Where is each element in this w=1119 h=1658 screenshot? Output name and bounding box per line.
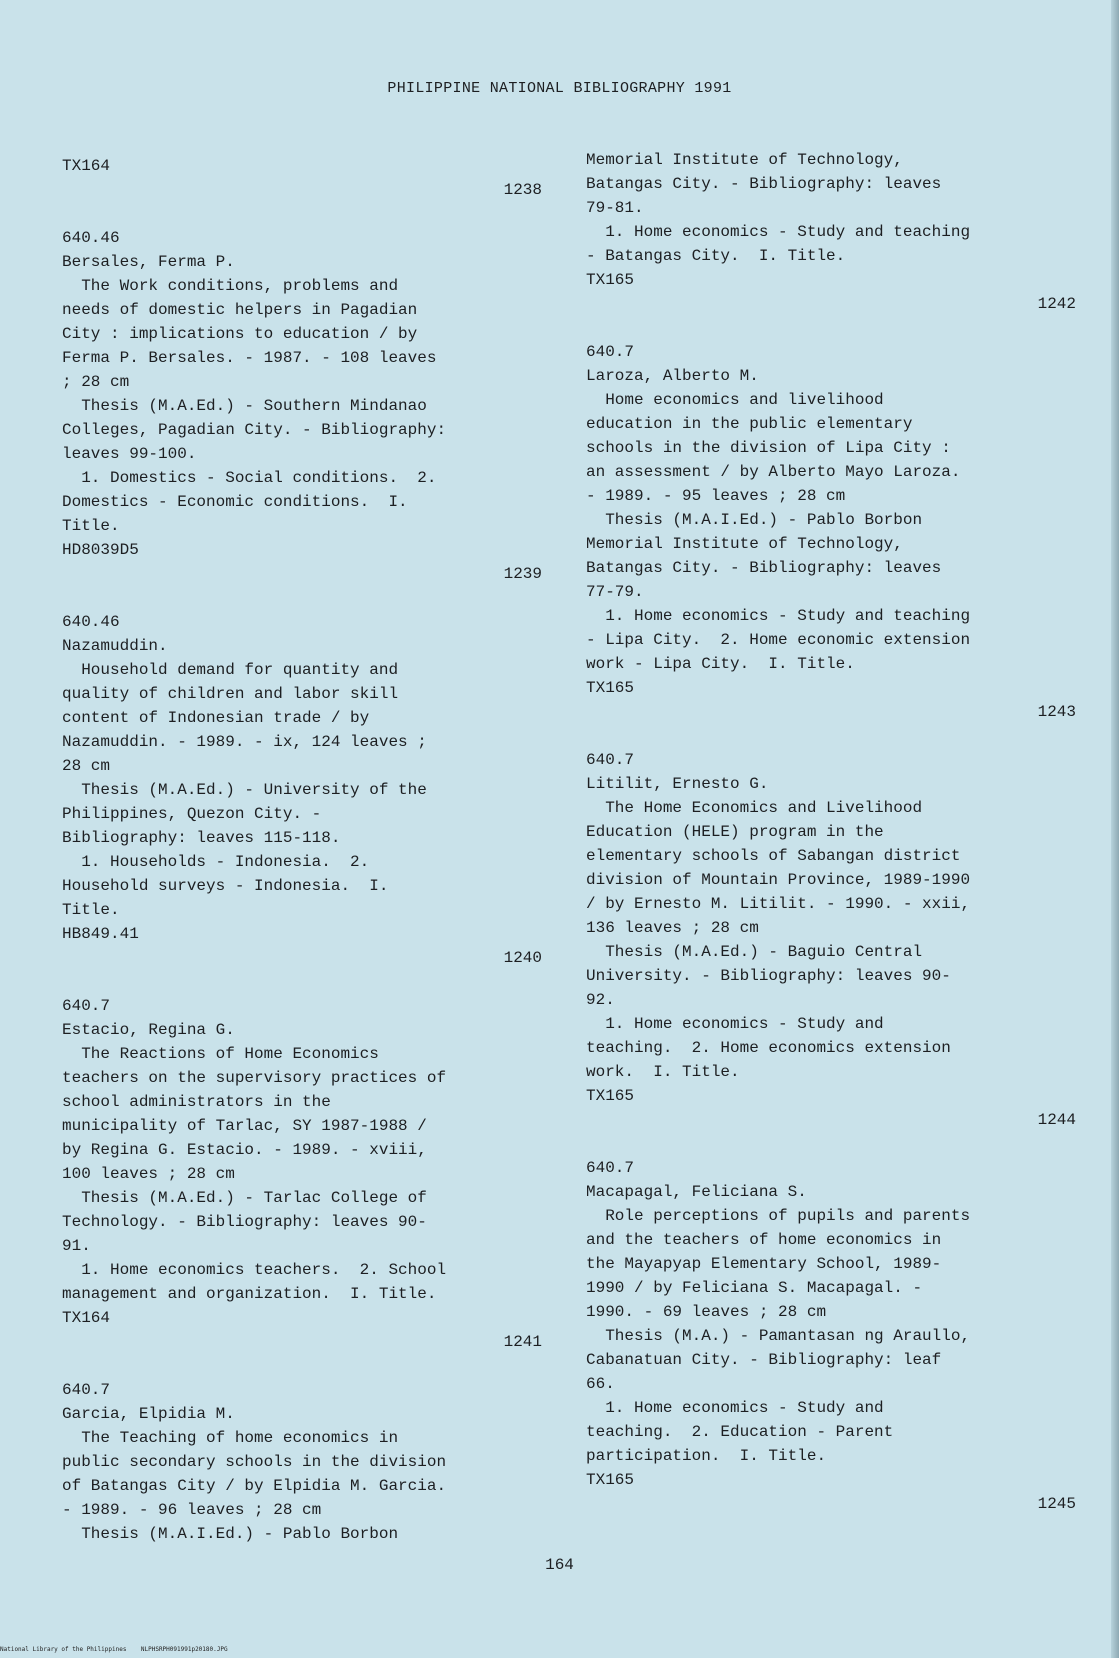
bibliography-line: TX165 (586, 271, 635, 289)
bibliography-line: Laroza, Alberto M. (586, 367, 759, 385)
bibliography-line: Technology. - Bibliography: leaves 90- (62, 1213, 427, 1231)
bibliography-line: Memorial Institute of Technology, (586, 151, 903, 169)
bibliography-line (62, 586, 542, 610)
bibliography-line: 77-79. (586, 583, 644, 601)
entry-number: 1239 (503, 565, 542, 583)
bibliography-line: TX165 (586, 679, 635, 697)
bibliography-line: 92. (586, 991, 615, 1009)
bibliography-line: Thesis (M.A.Ed.) - University of the (62, 781, 427, 799)
bibliography-line: Colleges, Pagadian City. - Bibliography: (62, 421, 447, 439)
page-header: PHILIPPINE NATIONAL BIBLIOGRAPHY 1991 (387, 80, 732, 97)
bibliography-line: management and organization. I. Title. (62, 1285, 437, 1303)
bibliography-line: 1. Home economics - Study and (586, 1399, 884, 1417)
bibliography-line: teaching. 2. Home economics extension (586, 1039, 951, 1057)
bibliography-line: 1990 / by Feliciana S. Macapagal. - (586, 1279, 923, 1297)
bibliography-line: Household demand for quantity and (62, 661, 399, 679)
bibliography-line: 640.7 (62, 997, 111, 1015)
bibliography-line: TX164 (62, 157, 111, 175)
bibliography-line: The Work conditions, problems and (62, 277, 399, 295)
bibliography-line: 1. Domestics - Social conditions. 2. (62, 469, 437, 487)
bibliography-line: 1. Home economics - Study and (586, 1015, 884, 1033)
bibliography-line: 28 cm (62, 757, 111, 775)
bibliography-line: work - Lipa City. I. Title. (586, 655, 855, 673)
bibliography-line: Home economics and livelihood (586, 391, 884, 409)
bibliography-line: 640.46 (62, 613, 120, 631)
bibliography-line: the Mayapyap Elementary School, 1989- (586, 1255, 942, 1273)
bibliography-line: The Teaching of home economics in (62, 1429, 399, 1447)
bibliography-line: public secondary schools in the division (62, 1453, 447, 1471)
entry-number: 1241 (503, 1333, 542, 1351)
bibliography-line: 100 leaves ; 28 cm (62, 1165, 235, 1183)
bibliography-line: TX164 (62, 1309, 111, 1327)
bibliography-line: Title. (62, 901, 120, 919)
bibliography-line: City : implications to education / by (62, 325, 418, 343)
bibliography-line: Thesis (M.A.I.Ed.) - Pablo Borbon (62, 1525, 399, 1543)
entry-number: 1242 (1037, 295, 1076, 313)
bibliography-line: Thesis (M.A.Ed.) - Tarlac College of (62, 1189, 427, 1207)
bibliography-line: quality of children and labor skill (62, 685, 399, 703)
bibliography-line (586, 316, 1076, 340)
bibliography-line: needs of domestic helpers in Pagadian (62, 301, 418, 319)
bibliography-line: Estacio, Regina G. (62, 1021, 235, 1039)
bibliography-line: 640.7 (62, 1381, 111, 1399)
scan-footer: National Library of the Philippines NLPHSRPH091991p20180.JPG (0, 1646, 228, 1653)
bibliography-line: 1. Home economics teachers. 2. School (62, 1261, 447, 1279)
bibliography-line: Domestics - Economic conditions. I. (62, 493, 408, 511)
bibliography-line: University. - Bibliography: leaves 90- (586, 967, 951, 985)
left-column (62, 154, 542, 1546)
bibliography-line: - Batangas City. I. Title. (586, 247, 846, 265)
entry-number: 1240 (503, 949, 542, 967)
right-column (586, 148, 1076, 1516)
bibliography-line: 66. (586, 1375, 615, 1393)
bibliography-line: Role perceptions of pupils and parents (586, 1207, 971, 1225)
bibliography-line: HB849.41 (62, 925, 139, 943)
bibliography-line: Macapagal, Feliciana S. (586, 1183, 807, 1201)
bibliography-line: - 1989. - 96 leaves ; 28 cm (62, 1501, 322, 1519)
bibliography-line: 1. Home economics - Study and teaching (586, 607, 971, 625)
bibliography-line: Thesis (M.A.) - Pamantasan ng Araullo, (586, 1327, 971, 1345)
bibliography-line: participation. I. Title. (586, 1447, 827, 1465)
bibliography-line: leaves 99-100. (62, 445, 197, 463)
bibliography-line: Thesis (M.A.Ed.) - Southern Mindanao (62, 397, 427, 415)
bibliography-line: Household surveys - Indonesia. I. (62, 877, 389, 895)
bibliography-line: Title. (62, 517, 120, 535)
bibliography-line: by Regina G. Estacio. - 1989. - xviii, (62, 1141, 427, 1159)
bibliography-line: Batangas City. - Bibliography: leaves (586, 559, 942, 577)
bibliography-line: Nazamuddin. (62, 637, 168, 655)
bibliography-line: work. I. Title. (586, 1063, 740, 1081)
bibliography-line: HD8039D5 (62, 541, 139, 559)
bibliography-line: an assessment / by Alberto Mayo Laroza. (586, 463, 961, 481)
entry-number: 1244 (1037, 1111, 1076, 1129)
bibliography-line: The Home Economics and Livelihood (586, 799, 923, 817)
bibliography-line (586, 724, 1076, 748)
page-edge-shadow (1111, 0, 1119, 1658)
bibliography-line: 640.7 (586, 343, 635, 361)
entry-number: 1238 (503, 181, 542, 199)
bibliography-line: and the teachers of home economics in (586, 1231, 942, 1249)
bibliography-line: 91. (62, 1237, 91, 1255)
bibliography-line: 640.46 (62, 229, 120, 247)
page-number: 164 (545, 1556, 574, 1574)
bibliography-line: education in the public elementary (586, 415, 913, 433)
bibliography-line: division of Mountain Province, 1989-1990 (586, 871, 971, 889)
bibliography-line: content of Indonesian trade / by (62, 709, 370, 727)
bibliography-line: Bibliography: leaves 115-118. (62, 829, 341, 847)
bibliography-line: school administrators in the (62, 1093, 331, 1111)
bibliography-line: Garcia, Elpidia M. (62, 1405, 235, 1423)
bibliography-line: schools in the division of Lipa City : (586, 439, 951, 457)
bibliography-line (62, 970, 542, 994)
bibliography-line: Ferma P. Bersales. - 1987. - 108 leaves (62, 349, 437, 367)
bibliography-line: Education (HELE) program in the (586, 823, 884, 841)
bibliography-line: teachers on the supervisory practices of (62, 1069, 447, 1087)
entry-number: 1243 (1037, 703, 1076, 721)
bibliography-line: Philippines, Quezon City. - (62, 805, 322, 823)
bibliography-line: / by Ernesto M. Litilit. - 1990. - xxii, (586, 895, 971, 913)
bibliography-line: teaching. 2. Education - Parent (586, 1423, 894, 1441)
bibliography-line: Batangas City. - Bibliography: leaves (586, 175, 942, 193)
bibliography-line: Bersales, Ferma P. (62, 253, 235, 271)
bibliography-line: 1. Home economics - Study and teaching (586, 223, 971, 241)
bibliography-line: TX165 (586, 1087, 635, 1105)
bibliography-line: 1. Households - Indonesia. 2. (62, 853, 370, 871)
bibliography-line: 79-81. (586, 199, 644, 217)
bibliography-line: Litilit, Ernesto G. (586, 775, 769, 793)
bibliography-line: ; 28 cm (62, 373, 130, 391)
bibliography-line: The Reactions of Home Economics (62, 1045, 379, 1063)
bibliography-line: - 1989. - 95 leaves ; 28 cm (586, 487, 846, 505)
bibliography-line: - Lipa City. 2. Home economic extension (586, 631, 971, 649)
bibliography-line (62, 202, 542, 226)
bibliography-line (62, 1354, 542, 1378)
bibliography-line: TX165 (586, 1471, 635, 1489)
bibliography-line: 640.7 (586, 751, 635, 769)
bibliography-line: 1990. - 69 leaves ; 28 cm (586, 1303, 827, 1321)
bibliography-line: of Batangas City / by Elpidia M. Garcia. (62, 1477, 447, 1495)
bibliography-line (586, 1132, 1076, 1156)
bibliography-line: Thesis (M.A.I.Ed.) - Pablo Borbon (586, 511, 923, 529)
bibliography-line: Cabanatuan City. - Bibliography: leaf (586, 1351, 942, 1369)
bibliography-line: Memorial Institute of Technology, (586, 535, 903, 553)
bibliography-line: 640.7 (586, 1159, 635, 1177)
bibliography-line: municipality of Tarlac, SY 1987-1988 / (62, 1117, 427, 1135)
bibliography-line: Thesis (M.A.Ed.) - Baguio Central (586, 943, 923, 961)
entry-number: 1245 (1037, 1495, 1076, 1513)
bibliography-line: Nazamuddin. - 1989. - ix, 124 leaves ; (62, 733, 427, 751)
bibliography-line: elementary schools of Sabangan district (586, 847, 961, 865)
bibliography-line: 136 leaves ; 28 cm (586, 919, 759, 937)
